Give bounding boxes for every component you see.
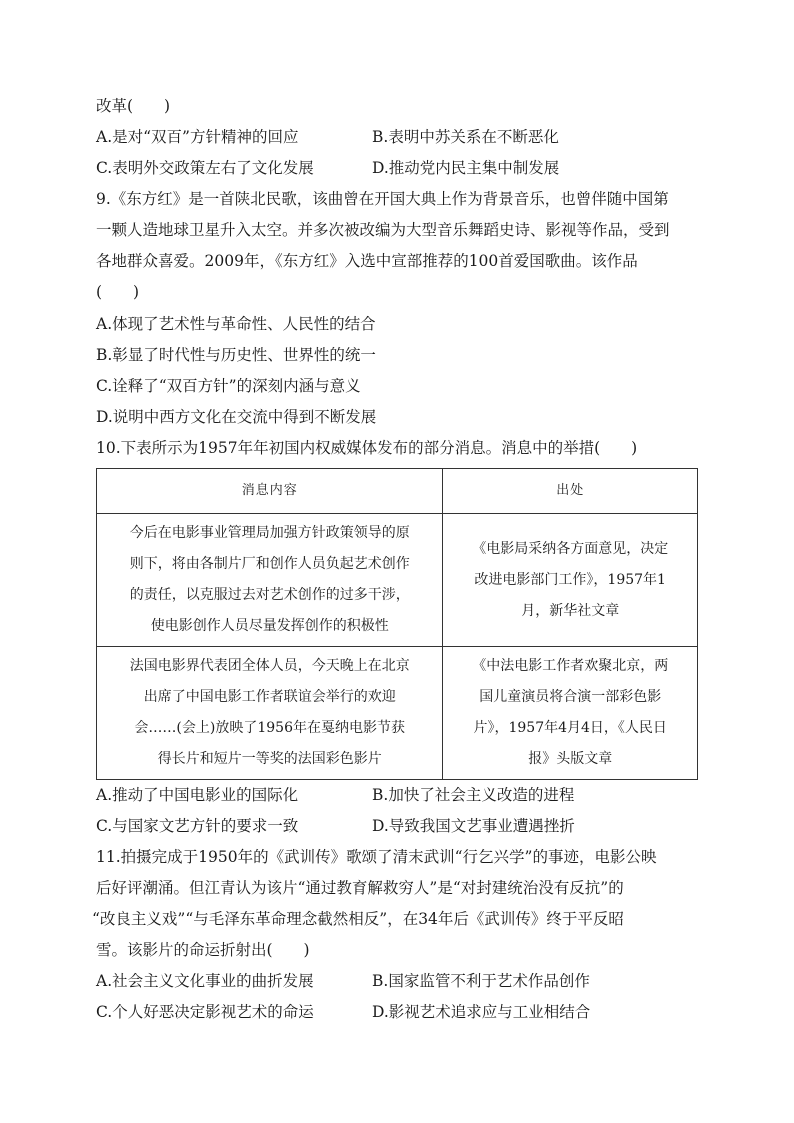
q11-stem-line-4: 雪。该影片的命运折射出( ) bbox=[96, 941, 310, 959]
q8-option-d: D.推动党内民主集中制发展 bbox=[372, 159, 560, 177]
cell-line: 月，新华社文章 bbox=[521, 602, 620, 619]
table-cell-source bbox=[443, 647, 698, 780]
q11-stem-line-3: “改良主义戏”“与毛泽东革命理念截然相反”，在34年后《武训传》终于平反昭 bbox=[92, 910, 624, 928]
cell-line: 《中法电影工作者欢聚北京，两 bbox=[472, 658, 669, 674]
q9-option-b: B.彰显了时代性与历史性、世界性的统一 bbox=[96, 346, 376, 364]
q11-option-d: D.影视艺术追求应与工业相结合 bbox=[372, 1003, 591, 1021]
table-cell-content bbox=[97, 647, 443, 780]
q8-option-a: A.是对“双百”方针精神的回应 bbox=[96, 128, 299, 146]
q10-option-c: C.与国家文艺方针的要求一致 bbox=[96, 817, 299, 835]
q10-option-b: B.加快了社会主义改造的进程 bbox=[372, 786, 575, 804]
table-row bbox=[97, 514, 698, 647]
cell-line: 改进电影部门工作》，1957年1 bbox=[474, 571, 666, 588]
cell-line: 报》头版文章 bbox=[528, 751, 613, 767]
q10-option-a: A.推动了中国电影业的国际化 bbox=[96, 786, 299, 804]
table-cell-source bbox=[443, 514, 698, 647]
cell-line: 出席了中国电影工作者联谊会举行的欢迎 bbox=[143, 689, 396, 705]
cell-line: 会……(会上)放映了1956年在戛纳电影节获 bbox=[134, 720, 405, 736]
q11-option-a: A.社会主义文化事业的曲折发展 bbox=[96, 972, 314, 990]
q9-option-c: C.诠释了“双百方针”的深刻内涵与意义 bbox=[96, 377, 361, 395]
q10-stem: 10.下表所示为1957年年初国内权威媒体发布的部分消息。消息中的举措( ) bbox=[96, 439, 638, 457]
q8-option-c: C.表明外交政策左右了文化发展 bbox=[96, 159, 314, 177]
q8-option-b: B.表明中苏关系在不断恶化 bbox=[372, 128, 559, 146]
table-header-content: 消息内容 bbox=[97, 469, 443, 514]
q9-stem-line-1: 9.《东方红》是一首陕北民歌，该曲曾在开国大典上作为背景音乐，也曾伴随中国第 bbox=[96, 190, 669, 208]
q11-stem-line-2: 后好评潮涌。但江青认为该片“通过教育解救穷人”是“对封建统治没有反抗”的 bbox=[96, 879, 624, 897]
table-header-source: 出处 bbox=[443, 469, 698, 514]
cell-line: 法国电影界代表团全体人员，今天晚上在北京 bbox=[129, 658, 410, 674]
q8-stem-tail: 改革( ) bbox=[96, 97, 171, 115]
cell-line: 则下，将由各制片厂和创作人员负起艺术创作 bbox=[129, 556, 410, 572]
q9-option-a: A.体现了艺术性与革命性、人民性的结合 bbox=[96, 315, 376, 333]
q10-news-table bbox=[96, 468, 698, 780]
q9-stem-line-2: 一颗人造地球卫星升入太空。并多次被改编为大型音乐舞蹈史诗、影视等作品，受到 bbox=[96, 221, 670, 239]
q9-answer-blank: ( ) bbox=[96, 283, 140, 301]
table-cell-content bbox=[97, 514, 443, 647]
q9-option-d: D.说明中西方文化在交流中得到不断发展 bbox=[96, 408, 377, 426]
cell-line: 使电影创作人员尽量发挥创作的积极性 bbox=[150, 618, 389, 634]
cell-line: 片》，1957年4月4日，《人民日 bbox=[473, 720, 667, 736]
q11-stem-line-1: 11.拍摄完成于1950年的《武训传》歌颂了清末武训“行乞兴学”的事迹，电影公映 bbox=[96, 848, 657, 866]
cell-line: 得长片和短片一等奖的法国彩色影片 bbox=[157, 751, 382, 767]
cell-line: 《电影局采纳各方面意见，决定 bbox=[472, 540, 669, 557]
cell-line: 今后在电影事业管理局加强方针政策领导的原 bbox=[129, 525, 410, 541]
q11-option-c: C.个人好恶决定影视艺术的命运 bbox=[96, 1003, 314, 1021]
table-header-row bbox=[97, 469, 698, 514]
q9-stem-line-3: 各地群众喜爱。2009年，《东方红》入选中宣部推荐的100首爱国歌曲。该作品 bbox=[96, 252, 638, 270]
cell-line: 的责任，以克服过去对艺术创作的过多干涉， bbox=[129, 587, 410, 603]
cell-line: 国儿童演员将合演一部彩色影 bbox=[479, 689, 662, 705]
table-row bbox=[97, 647, 698, 780]
q10-option-d: D.导致我国文艺事业遭遇挫折 bbox=[372, 817, 575, 835]
q11-option-b: B.国家监管不利于艺术作品创作 bbox=[372, 972, 590, 990]
